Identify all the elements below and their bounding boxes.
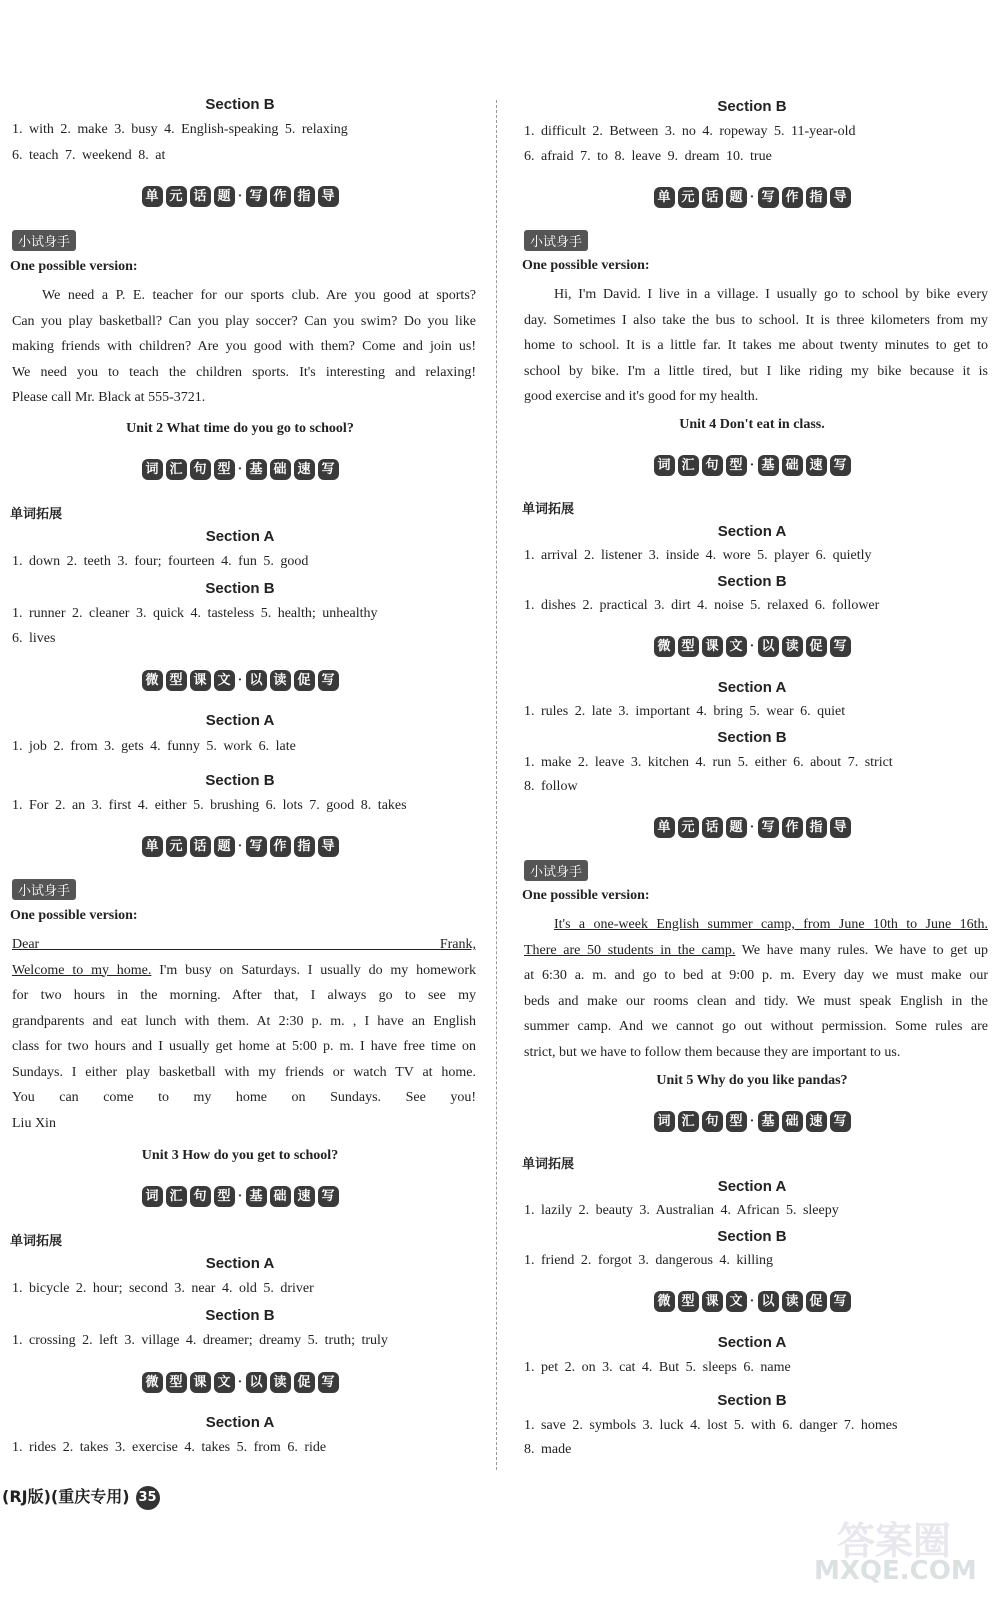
section-heading: Section B [205,772,275,789]
banner-char: 微 [142,670,163,691]
banner-char: 作 [782,817,803,838]
banner-char: 速 [806,1111,827,1132]
banner-char: 话 [190,836,211,857]
banner-separator: · [237,838,243,854]
banner-char: 写 [758,187,779,208]
banner-char: 基 [758,1111,779,1132]
try-it-badge [12,879,480,900]
banner-char: 单 [142,836,163,857]
version-label: One possible version: [522,258,650,273]
essay-line: Can you play basketball? Can you play soccer? Can you swim? Do you like [12,313,476,329]
section-heading: Section B [717,1392,787,1409]
model-essay [524,912,988,1065]
essay-line: home to school. It is a little far. It takes me about twenty minutes to get to [524,338,988,353]
banner-separator: · [237,461,243,477]
banner-char: 文 [214,670,235,691]
banner-char: 课 [190,1372,211,1393]
badge-text: 小试身手 [12,230,76,251]
answer-line: 6. afraid 7. to 8. leave 9. dream 10. true [524,149,772,164]
essay-line: It's a one-week English summer camp, from June 10th to June 16th. [554,917,988,932]
banner-char: 型 [166,670,187,691]
banner-char: 读 [270,1372,291,1393]
essay-line: Dear Frank, [12,937,476,952]
try-it-badge [524,230,992,251]
page-footer [2,1484,160,1510]
banner-char: 导 [830,187,851,208]
banner-char: 以 [246,1372,267,1393]
category-label: 单词拓展 [522,502,575,517]
banner-char: 读 [782,636,803,657]
banner-char: 速 [294,1186,315,1207]
essay-line: beds and make our rooms clean and tidy. We must speak English in the [524,993,988,1009]
banner-char: 指 [294,836,315,857]
section-banner [512,187,992,208]
essay-line: Liu Xin [12,1115,56,1131]
section-banner [0,1186,480,1207]
section-heading: Section A [205,1414,275,1431]
banner-char: 写 [318,459,339,480]
banner-char: 作 [782,187,803,208]
essay-line: for two hours in the morning. After that, I always go to see my [12,988,476,1003]
essay-line: You can come to my home on Sundays. See you! [12,1090,476,1105]
section-heading: Section A [205,528,275,545]
answer-line: 1. rules 2. late 3. important 4. bring 5. wear 6. quiet [524,704,846,719]
section-heading: Section A [717,1334,787,1351]
answer-line: 1. job 2. from 3. gets 4. funny 5. work 6. late [12,739,296,754]
banner-char: 以 [246,670,267,691]
section-banner [0,459,480,480]
badge-text: 小试身手 [524,230,588,251]
section-banner [512,817,992,838]
version-label: One possible version: [522,888,650,903]
banner-char: 句 [702,1111,723,1132]
banner-char: 单 [142,186,163,207]
banner-char: 基 [246,459,267,480]
banner-char: 型 [214,1186,235,1207]
banner-char: 题 [726,187,747,208]
section-heading: Section B [717,1228,787,1245]
section-heading: Section B [717,573,787,590]
banner-char: 指 [806,817,827,838]
category-label: 单词拓展 [10,507,63,522]
banner-char: 写 [318,1186,339,1207]
section-heading: Section A [205,1255,275,1272]
banner-char: 以 [758,636,779,657]
section-banner [0,186,480,207]
banner-separator: · [749,189,755,205]
essay-line: Hi, I'm David. I live in a village. I usually go to school by bike every [554,287,988,302]
answer-line: 1. down 2. teeth 3. four; fourteen 4. fun 5. good [12,554,309,569]
banner-char: 话 [702,187,723,208]
essay-line: Sundays. I either play basketball with my friends or watch TV at home. [12,1064,476,1080]
answer-line: 8. made [524,1442,572,1457]
section-heading: Section A [717,1178,787,1195]
essay-line: summer camp. And we cannot go out without permission. Some rules are [524,1019,988,1034]
banner-char: 速 [294,459,315,480]
banner-char: 词 [654,1111,675,1132]
unit-title: Unit 5 Why do you like pandas? [656,1073,848,1088]
answer-line: 1. bicycle 2. hour; second 3. near 4. old 5. driver [12,1281,314,1296]
banner-char: 写 [246,836,267,857]
section-banner [512,1291,992,1312]
essay-line: We need a P. E. teacher for our sports club. Are you good at sports? [42,288,476,303]
section-banner [0,836,480,857]
banner-char: 导 [830,817,851,838]
answer-line: 1. pet 2. on 3. cat 4. But 5. sleeps 6. name [524,1360,791,1375]
answer-line: 1. runner 2. cleaner 3. quick 4. tasteless 5. health; unhealthy [12,606,378,621]
banner-char: 话 [702,817,723,838]
banner-char: 速 [806,455,827,476]
section-heading: Section B [205,1307,275,1324]
banner-char: 文 [726,1291,747,1312]
banner-separator: · [749,638,755,654]
answer-line: 1. lazily 2. beauty 3. Australian 4. African 5. sleepy [524,1203,839,1218]
banner-char: 写 [246,186,267,207]
banner-char: 读 [782,1291,803,1312]
essay-line: grandparents and eat lunch with them. At 2:30 p. m. , I have an English [12,1013,476,1029]
page-number: 35 [136,1486,160,1510]
underlined-phrase: Welcome to my home. [12,962,152,978]
banner-char: 汇 [166,459,187,480]
section-heading: Section B [717,729,787,746]
answer-line: 1. arrival 2. listener 3. inside 4. wore 5. player 6. quietly [524,548,872,563]
column-divider [496,100,497,1470]
banner-char: 促 [806,636,827,657]
section-heading: Section A [205,712,275,729]
banner-char: 导 [318,836,339,857]
section-heading: Section A [717,523,787,540]
category-label: 单词拓展 [10,1234,63,1249]
banner-separator: · [749,1113,755,1129]
banner-char: 促 [294,1372,315,1393]
answer-line: 1. crossing 2. left 3. village 4. dreamer; dreamy 5. truth; truly [12,1333,388,1348]
section-heading: Section B [205,580,275,597]
answer-line: 1. dishes 2. practical 3. dirt 4. noise 5. relaxed 6. follower [524,598,880,613]
essay-line: school by bike. I'm a little tired, but I like riding my bike because it is [524,363,988,379]
banner-char: 微 [142,1372,163,1393]
banner-char: 作 [270,836,291,857]
answer-line: 1. friend 2. forgot 3. dangerous 4. killing [524,1253,773,1268]
unit-title: Unit 3 How do you get to school? [141,1148,339,1163]
answer-line: 1. difficult 2. Between 3. no 4. ropeway 5. 11-year-old [524,124,856,139]
edition-label: (RJ版)(重庆专用) [2,1487,130,1506]
answer-line: 8. follow [524,779,578,794]
try-it-badge [524,860,992,881]
banner-char: 课 [702,1291,723,1312]
badge-text: 小试身手 [12,879,76,900]
essay-line: We need you to teach the children sports. It's interesting and relaxing! [12,364,476,380]
banner-char: 型 [726,1111,747,1132]
section-banner [0,1372,480,1393]
banner-char: 写 [830,455,851,476]
essay-line: There are 50 students in the camp. We have many rules. We have to get up [524,942,989,958]
banner-char: 微 [654,636,675,657]
watermark-url: MXQE.COM [814,1556,977,1586]
answer-line: 1. save 2. symbols 3. luck 4. lost 5. with 6. danger 7. homes [524,1418,898,1433]
try-it-badge [12,230,480,251]
unit-title: Unit 4 Don't eat in class. [679,417,825,432]
banner-char: 基 [246,1186,267,1207]
watermark-logo [814,1510,977,1588]
model-essay [12,932,476,1136]
banner-separator: · [237,1188,243,1204]
banner-separator: · [237,188,243,204]
banner-char: 汇 [678,1111,699,1132]
banner-char: 础 [782,455,803,476]
banner-char: 词 [142,459,163,480]
banner-char: 元 [166,836,187,857]
banner-separator: · [749,819,755,835]
banner-char: 型 [678,636,699,657]
banner-char: 汇 [166,1186,187,1207]
section-banner [512,636,992,657]
banner-char: 导 [318,186,339,207]
banner-char: 础 [270,1186,291,1207]
section-heading: Section B [205,96,275,113]
essay-line: making friends with children? Are you good with them? Come and join us! [12,339,476,354]
model-essay [524,282,988,410]
banner-char: 写 [830,1111,851,1132]
banner-char: 词 [142,1186,163,1207]
answer-line: 1. with 2. make 3. busy 4. English-speaking 5. relaxing [12,122,348,137]
version-label: One possible version: [10,259,138,274]
banner-char: 础 [782,1111,803,1132]
essay-line: day. Sometimes I also take the bus to school. It is three kilometers from my [524,312,988,328]
banner-char: 写 [830,636,851,657]
model-essay [12,283,476,411]
banner-char: 句 [190,459,211,480]
banner-char: 元 [678,817,699,838]
banner-char: 型 [166,1372,187,1393]
answer-line: 1. For 2. an 3. first 4. either 5. brushing 6. lots 7. good 8. takes [12,798,407,813]
banner-char: 元 [678,187,699,208]
banner-char: 写 [830,1291,851,1312]
banner-char: 写 [318,670,339,691]
banner-char: 指 [294,186,315,207]
banner-char: 写 [758,817,779,838]
section-banner [512,1111,992,1132]
watermark-text: 答案圈 [836,1519,951,1563]
banner-char: 促 [294,670,315,691]
banner-char: 促 [806,1291,827,1312]
badge-text: 小试身手 [524,860,588,881]
unit-title: Unit 2 What time do you go to school? [126,421,354,436]
banner-separator: · [749,457,755,473]
essay-line: at 6:30 a. m. and go to bed at 9:00 p. m. Every day we must make our [524,968,988,983]
banner-separator: · [237,672,243,688]
underlined-phrase: There are 50 students in the camp. [524,942,736,958]
section-heading: Section A [717,679,787,696]
banner-char: 文 [726,636,747,657]
category-label: 单词拓展 [522,1157,575,1172]
banner-char: 指 [806,187,827,208]
essay-line: Welcome to my home. I'm busy on Saturdays. I usually do my homework [12,962,476,978]
banner-char: 单 [654,187,675,208]
banner-char: 础 [270,459,291,480]
answer-line: 1. make 2. leave 3. kitchen 4. run 5. either 6. about 7. strict [524,755,893,770]
banner-char: 作 [270,186,291,207]
banner-char: 句 [702,455,723,476]
banner-char: 型 [214,459,235,480]
essay-line: Please call Mr. Black at 555-3721. [12,390,206,405]
banner-char: 写 [318,1372,339,1393]
section-heading: Section B [717,98,787,115]
banner-char: 课 [702,636,723,657]
banner-char: 型 [678,1291,699,1312]
banner-char: 题 [214,186,235,207]
banner-separator: · [749,1293,755,1309]
answer-line: 6. lives [12,631,56,646]
banner-char: 单 [654,817,675,838]
answer-line: 6. teach 7. weekend 8. at [12,148,166,163]
banner-char: 句 [190,1186,211,1207]
banner-char: 课 [190,670,211,691]
essay-line: class for two hours and I usually get home at 5:00 p. m. I have free time on [12,1039,476,1054]
section-banner [512,455,992,476]
banner-char: 读 [270,670,291,691]
essay-line: good exercise and it's good for my health. [524,389,759,404]
banner-separator: · [237,1374,243,1390]
banner-char: 题 [726,817,747,838]
banner-char: 话 [190,186,211,207]
banner-char: 文 [214,1372,235,1393]
banner-char: 元 [166,186,187,207]
essay-line: strict, but we have to follow them because they are important to us. [524,1044,901,1060]
banner-char: 以 [758,1291,779,1312]
banner-char: 基 [758,455,779,476]
banner-char: 题 [214,836,235,857]
banner-char: 汇 [678,455,699,476]
banner-char: 词 [654,455,675,476]
section-banner [0,670,480,691]
version-label: One possible version: [10,908,138,923]
answer-line: 1. rides 2. takes 3. exercise 4. takes 5. from 6. ride [12,1440,327,1455]
banner-char: 型 [726,455,747,476]
banner-char: 微 [654,1291,675,1312]
